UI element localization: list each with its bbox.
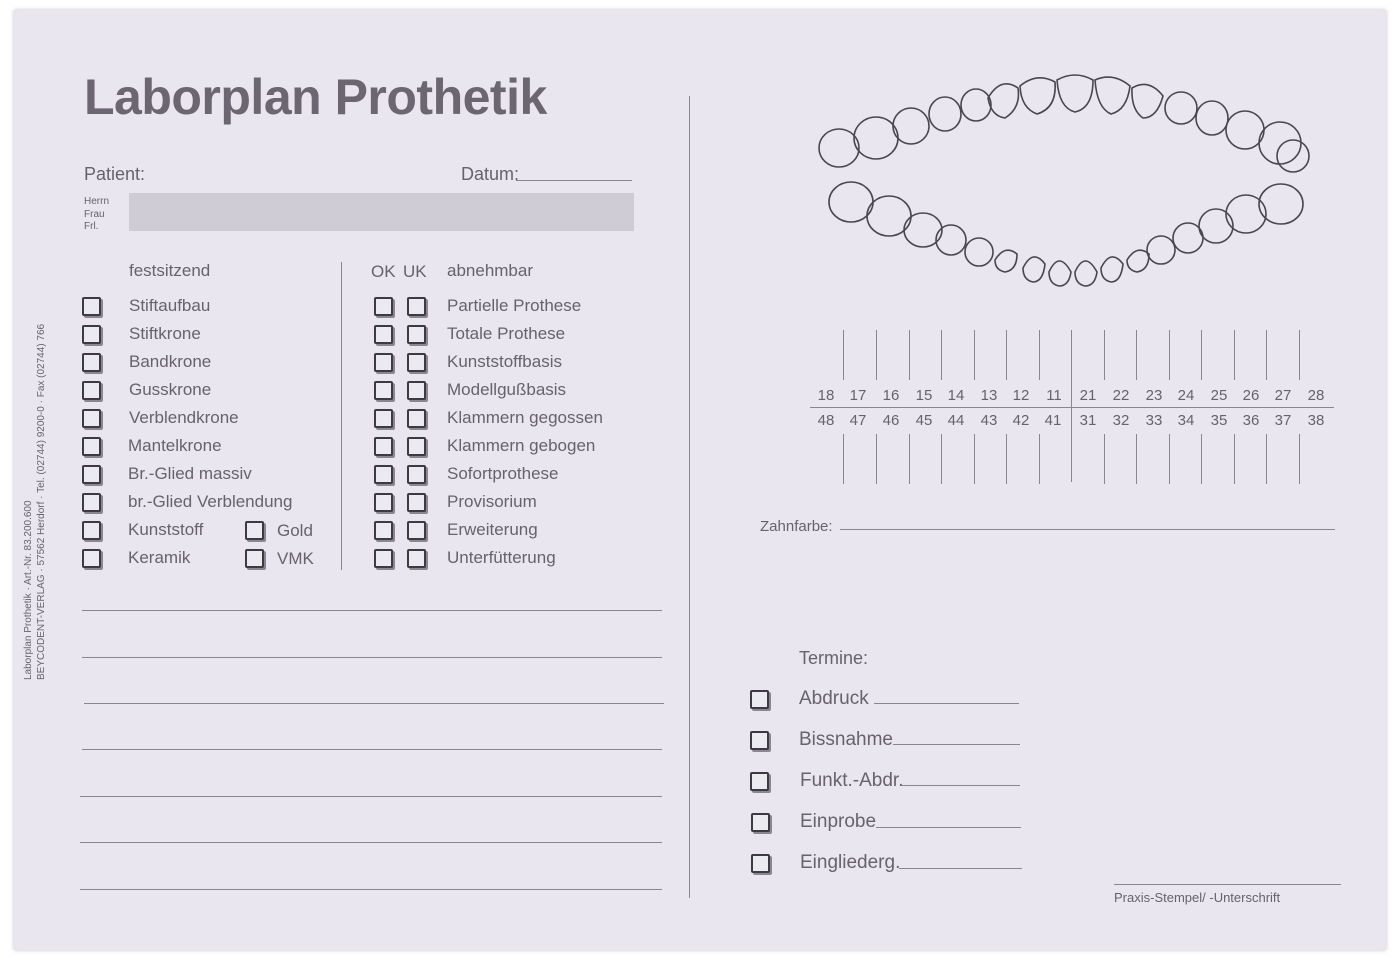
tooth-outline (1020, 78, 1055, 114)
grid-tick (1006, 434, 1007, 484)
tooth-outline (1165, 92, 1197, 124)
grid-tick (1039, 330, 1040, 380)
grid-tick (1006, 330, 1007, 380)
grid-tick (941, 434, 942, 484)
stamp-label: Praxis-Stempel/ -Unterschrift (1114, 890, 1281, 905)
tooth-outline (1095, 77, 1130, 114)
grid-tick (1299, 434, 1300, 484)
grid-tick (1234, 330, 1235, 380)
salutation-frau: Frau (84, 208, 105, 220)
grid-tick (1266, 330, 1267, 380)
patient-name-field[interactable] (129, 193, 634, 231)
tooth-number-12[interactable]: 12 (1012, 387, 1030, 404)
checkbox-ok-totale-prothese[interactable] (374, 325, 393, 344)
tooth-outline (819, 129, 859, 167)
tooth-number-48[interactable]: 48 (817, 412, 835, 429)
item-br-glied-massiv: Br.-Glied massiv (128, 464, 252, 483)
checkbox-stiftkrone[interactable] (82, 325, 101, 344)
checkbox-ok-sofortprothese[interactable] (374, 465, 393, 484)
grid-tick (1104, 330, 1105, 380)
grid-tick (1169, 330, 1170, 380)
grid-tick (876, 434, 877, 484)
zahnfarbe-label: Zahnfarbe: (760, 518, 833, 535)
termin-funkt-abdr: Funkt.-Abdr. (800, 770, 904, 791)
note-line[interactable] (82, 657, 662, 658)
eingliederg-date-line[interactable] (899, 868, 1022, 869)
grid-tick (1136, 434, 1137, 484)
tooth-number-45[interactable]: 45 (915, 412, 933, 429)
tooth-outline (988, 84, 1018, 118)
tooth-number-24[interactable]: 24 (1177, 387, 1195, 404)
checkbox-ok-kunststoffbasis[interactable] (374, 353, 393, 372)
item-mantelkrone: Mantelkrone (128, 436, 222, 455)
tooth-outline (893, 108, 929, 144)
item-totale-prothese: Totale Prothese (447, 324, 566, 343)
checkbox-uk-klammern-gebogen[interactable] (407, 437, 426, 456)
item-unterfuetterung: Unterfütterung (447, 548, 556, 567)
checkbox-ok-unterfuetterung[interactable] (374, 549, 393, 568)
grid-tick (1266, 434, 1267, 484)
tooth-number-21[interactable]: 21 (1079, 387, 1097, 404)
abnehmbar-header: abnehmbar (447, 261, 534, 280)
tooth-outline (1049, 261, 1071, 286)
stamp-signature-line[interactable] (1114, 884, 1341, 885)
grid-tick (1201, 434, 1202, 484)
checkbox-ok-klammern-gegossen[interactable] (374, 409, 393, 428)
tooth-number-37[interactable]: 37 (1274, 412, 1292, 429)
tooth-outline (1057, 75, 1093, 112)
tooth-number-31[interactable]: 31 (1079, 412, 1097, 429)
tooth-number-35[interactable]: 35 (1210, 412, 1228, 429)
item-kunststoffbasis: Kunststoffbasis (447, 352, 562, 371)
checkbox-br-glied-verblendung[interactable] (82, 493, 101, 512)
checkbox-uk-klammern-gegossen[interactable] (407, 409, 426, 428)
item-klammern-gegossen: Klammern gegossen (447, 408, 603, 427)
salutation-frl: Frl. (84, 221, 99, 232)
tooth-outline (995, 250, 1017, 272)
checkbox-gusskrone[interactable] (82, 381, 101, 400)
tooth-outline (1277, 140, 1309, 172)
tooth-outline (936, 225, 966, 255)
note-line[interactable] (80, 842, 662, 843)
festsitzend-header: festsitzend (129, 261, 211, 280)
upper-teeth (819, 75, 1309, 172)
tooth-number-11[interactable]: 11 (1046, 387, 1062, 404)
tooth-outline (1132, 84, 1163, 118)
item-keramik: Keramik (128, 548, 191, 567)
tooth-number-25[interactable]: 25 (1210, 387, 1228, 404)
tooth-number-26[interactable]: 26 (1242, 387, 1260, 404)
tooth-number-47[interactable]: 47 (849, 412, 867, 429)
tooth-number-34[interactable]: 34 (1177, 412, 1195, 429)
note-line[interactable] (82, 749, 662, 750)
tooth-number-41[interactable]: 41 (1044, 412, 1062, 429)
checkbox-bandkrone[interactable] (82, 353, 101, 372)
column-divider (341, 262, 342, 570)
grid-tick (1299, 330, 1300, 380)
tooth-number-27[interactable]: 27 (1274, 387, 1292, 404)
tooth-outline (1196, 101, 1228, 135)
page-divider (689, 96, 690, 898)
zahnfarbe-field-line[interactable] (840, 529, 1335, 530)
grid-tick (1234, 434, 1235, 484)
ok-column-header: OK (371, 262, 396, 281)
checkbox-vmk[interactable] (245, 549, 264, 568)
checkbox-ok-klammern-gebogen[interactable] (374, 437, 393, 456)
checkbox-br-glied-massiv[interactable] (82, 465, 101, 484)
tooth-number-18[interactable]: 18 (817, 387, 835, 404)
salutation-list (84, 196, 109, 234)
tooth-number-13[interactable]: 13 (980, 387, 998, 404)
termin-bissnahme: Bissnahme (799, 729, 893, 750)
publisher-side-text (22, 324, 48, 680)
tooth-number-43[interactable]: 43 (980, 412, 998, 429)
grid-center-divider (1071, 330, 1072, 482)
checkbox-keramik[interactable] (82, 549, 101, 568)
tooth-number-36[interactable]: 36 (1242, 412, 1260, 429)
item-stiftaufbau: Stiftaufbau (129, 296, 211, 315)
termin-einprobe: Einprobe (800, 811, 877, 832)
tooth-outline (1101, 257, 1123, 282)
tooth-outline (1259, 122, 1301, 164)
tooth-number-32[interactable]: 32 (1112, 412, 1130, 429)
checkbox-uk-sofortprothese[interactable] (407, 465, 426, 484)
checkbox-uk-modellgussbasis[interactable] (407, 381, 426, 400)
tooth-number-22[interactable]: 22 (1112, 387, 1130, 404)
tooth-outline (965, 238, 993, 266)
tooth-outline (1147, 236, 1175, 264)
checkbox-bissnahme[interactable] (750, 731, 769, 750)
termin-eingliederg: Eingliederg. (800, 852, 901, 873)
item-klammern-gebogen: Klammern gebogen (447, 436, 596, 455)
checkbox-uk-totale-prothese[interactable] (407, 325, 426, 344)
item-provisorium: Provisorium (447, 492, 537, 511)
checkbox-uk-provisorium[interactable] (407, 493, 426, 512)
checkbox-funkt-abdr[interactable] (750, 772, 769, 791)
tooth-outline (1127, 250, 1149, 272)
checkbox-uk-unterfuetterung[interactable] (407, 549, 426, 568)
checkbox-uk-erweiterung[interactable] (407, 521, 426, 540)
tooth-outline (1075, 261, 1097, 286)
note-line[interactable] (82, 610, 662, 611)
tooth-outline (1199, 209, 1233, 243)
grid-tick (1104, 434, 1105, 484)
checkbox-eingliederg[interactable] (751, 854, 770, 873)
tooth-number-16[interactable]: 16 (882, 387, 900, 404)
funkt-abdr-date-line[interactable] (902, 785, 1020, 786)
grid-tick (876, 330, 877, 380)
note-line[interactable] (80, 889, 662, 890)
uk-column-header: UK (403, 262, 427, 281)
grid-tick (1169, 434, 1170, 484)
item-vmk: VMK (277, 549, 314, 568)
item-verblendkrone: Verblendkrone (129, 408, 239, 427)
grid-tick (843, 330, 844, 380)
grid-tick (974, 330, 975, 380)
checkbox-stiftaufbau[interactable] (82, 297, 101, 316)
side-text-line-2: BEYCODENT-VERLAG · 57562 Herdorf · Tel. (02744) 9200-0 · Fax (02744) 766 (36, 323, 47, 680)
item-kunststoff: Kunststoff (128, 520, 204, 539)
termin-abdruck: Abdruck (799, 688, 869, 709)
tooth-number-44[interactable]: 44 (947, 412, 965, 429)
tooth-number-17[interactable]: 17 (849, 387, 867, 404)
termine-header: Termine: (799, 648, 869, 668)
checkbox-uk-partielle-prothese[interactable] (407, 297, 426, 316)
checkbox-ok-modellgussbasis[interactable] (374, 381, 393, 400)
tooth-outline (854, 117, 898, 159)
dental-arch-diagram (805, 68, 1320, 298)
side-text-line-1: Laborplan Prothetik · Art.-Nr. 83.200.600 (23, 500, 34, 680)
tooth-outline (1259, 184, 1303, 224)
item-gusskrone: Gusskrone (129, 380, 212, 399)
tooth-outline (961, 89, 991, 121)
checkbox-einprobe[interactable] (751, 813, 770, 832)
checkbox-gold[interactable] (245, 521, 264, 540)
datum-field-line[interactable] (516, 180, 632, 181)
item-partielle-prothese: Partielle Prothese (447, 296, 582, 315)
grid-tick (1201, 330, 1202, 380)
tooth-number-28[interactable]: 28 (1307, 387, 1325, 404)
tooth-number-46[interactable]: 46 (882, 412, 900, 429)
item-stiftkrone: Stiftkrone (129, 324, 201, 343)
checkbox-ok-provisorium[interactable] (374, 493, 393, 512)
note-line[interactable] (80, 796, 662, 797)
grid-tick (941, 330, 942, 380)
tooth-number-15[interactable]: 15 (915, 387, 933, 404)
form-title: Laborplan Prothetik (84, 69, 547, 125)
tooth-number-33[interactable]: 33 (1145, 412, 1163, 429)
tooth-number-14[interactable]: 14 (947, 387, 965, 404)
grid-tick (1136, 330, 1137, 380)
item-gold: Gold (277, 521, 313, 540)
grid-tick (843, 434, 844, 484)
lower-teeth (829, 182, 1303, 286)
checkbox-mantelkrone[interactable] (82, 437, 101, 456)
checkbox-abdruck[interactable] (750, 690, 769, 709)
note-line[interactable] (84, 703, 664, 704)
tooth-number-23[interactable]: 23 (1145, 387, 1163, 404)
tooth-outline (1023, 257, 1045, 282)
checkbox-verblendkrone[interactable] (82, 409, 101, 428)
item-modellgussbasis: Modellgußbasis (447, 380, 567, 399)
checkbox-kunststoff[interactable] (82, 521, 101, 540)
einprobe-date-line[interactable] (876, 827, 1021, 828)
grid-tick (974, 434, 975, 484)
tooth-outline (929, 97, 961, 131)
datum-label: Datum: (461, 164, 520, 184)
grid-midline (810, 407, 1334, 408)
item-sofortprothese: Sofortprothese (447, 464, 559, 483)
tooth-number-42[interactable]: 42 (1012, 412, 1030, 429)
bissnahme-date-line[interactable] (893, 744, 1020, 745)
salutation-herrn: Herrn (84, 196, 110, 207)
checkbox-uk-kunststoffbasis[interactable] (407, 353, 426, 372)
grid-tick (1039, 434, 1040, 484)
tooth-number-38[interactable]: 38 (1307, 412, 1325, 429)
patient-label: Patient: (84, 164, 146, 184)
item-br-glied-verblendung: br.-Glied Verblendung (128, 492, 293, 511)
item-erweiterung: Erweiterung (447, 520, 538, 539)
grid-tick (909, 330, 910, 380)
checkbox-ok-partielle-prothese[interactable] (374, 297, 393, 316)
abdruck-date-line[interactable] (874, 703, 1019, 704)
grid-tick (909, 434, 910, 484)
checkbox-ok-erweiterung[interactable] (374, 521, 393, 540)
item-bandkrone: Bandkrone (129, 352, 212, 371)
